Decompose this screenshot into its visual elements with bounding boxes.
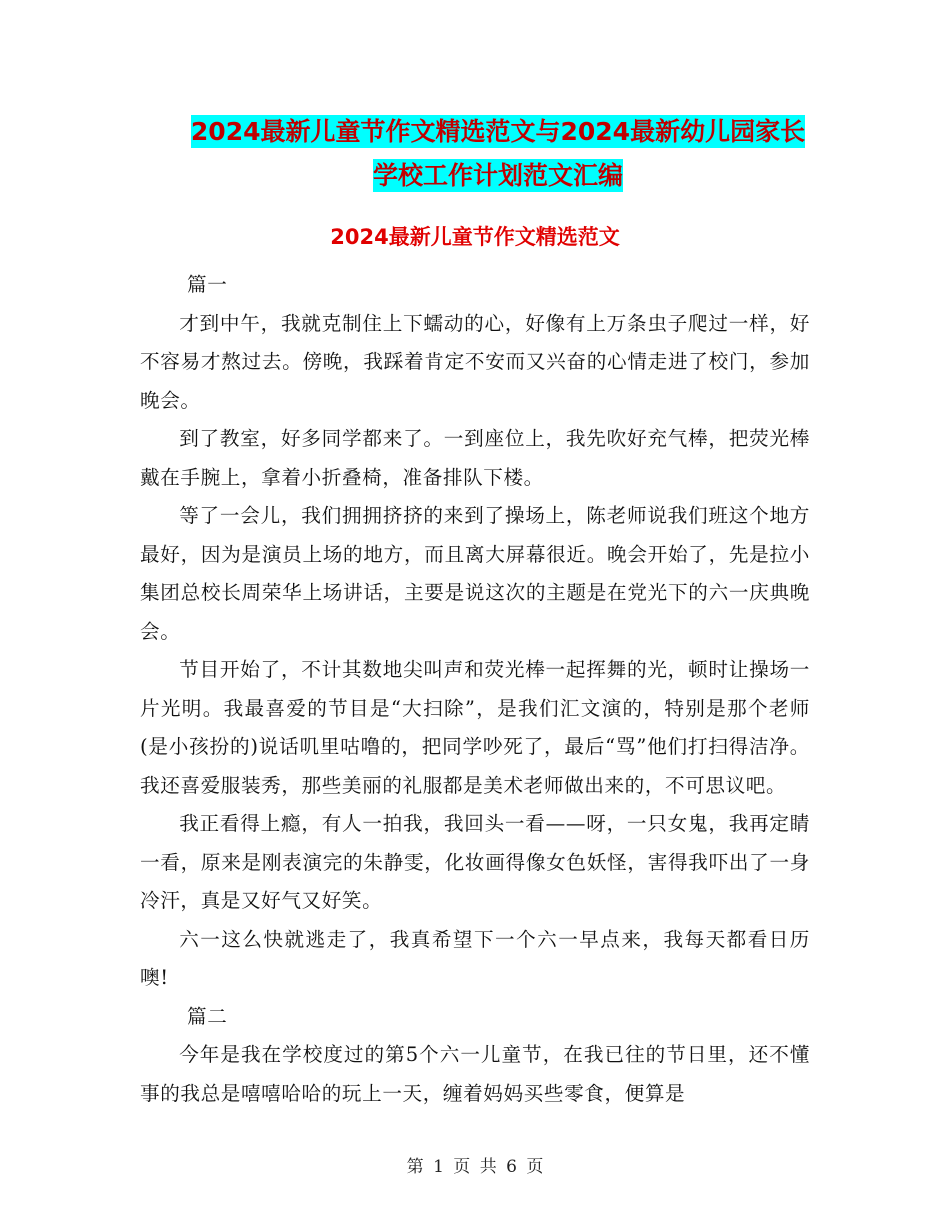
paragraph: 到了教室，好多同学都来了。一到座位上，我先吹好充气棒，把荧光棒戴在手腕上，拿着小折叠椅，准备排队下楼。: [140, 427, 810, 489]
page-number-footer: 第 1 页 共 6 页: [406, 1157, 544, 1177]
document-body: [140, 266, 810, 1113]
paragraph: 等了一会儿，我们拥拥挤挤的来到了操场上，陈老师说我们班这个地方最好，因为是演员上场的地方，而且离大屏幕很近。晚会开始了，先是拉小集团总校长周荣华上场讲话，主要是说这次的主题是在党光下的六一庆典晚会。: [140, 504, 810, 643]
paragraph-heading-2: 篇二: [187, 1004, 228, 1028]
paragraph: 我正看得上瘾，有人一拍我，我回头一看——呀，一只女鬼，我再定睛一看，原来是刚表演完的朱静雯，化妆画得像女色妖怪，害得我吓出了一身冷汗，真是又好气又好笑。: [140, 812, 810, 912]
paragraph: 节目开始了，不计其数地尖叫声和荧光棒一起挥舞的光，顿时让操场一片光明。我最喜爱的节目是“大扫除”，是我们汇文演的，特别是那个老师(是小孩扮的)说话叽里咕噜的，把同学吵死了，最后“骂”他们打扫得洁净。我还喜爱服装秀，那些美丽的礼服都是美术老师做出来的，不可思议吧。: [140, 658, 810, 797]
paragraph-heading-1: 篇一: [187, 273, 228, 296]
document-title-line-2: 学校工作计划范文汇编: [372, 161, 623, 190]
paragraph: 六一这么快就逃走了，我真希望下一个六一早点来，我每天都看日历噢!: [140, 927, 810, 989]
document-title: [140, 110, 856, 198]
section-title: 2024最新儿童节作文精选范文: [330, 225, 620, 249]
document-title-line-1: 2024最新儿童节作文精选范文与2024最新幼儿园家长: [190, 117, 806, 146]
paragraph: 今年是我在学校度过的第5个六一儿童节，在我已往的节日里，还不懂事的我总是嘻嘻哈哈的玩上一天，缠着妈妈买些零食，便算是: [140, 1043, 810, 1105]
paragraph: 才到中午，我就克制住上下蠕动的心，好像有上万条虫子爬过一样，好不容易才熬过去。傍晚，我踩着肯定不安而又兴奋的心情走进了校门，参加晚会。: [140, 311, 810, 412]
